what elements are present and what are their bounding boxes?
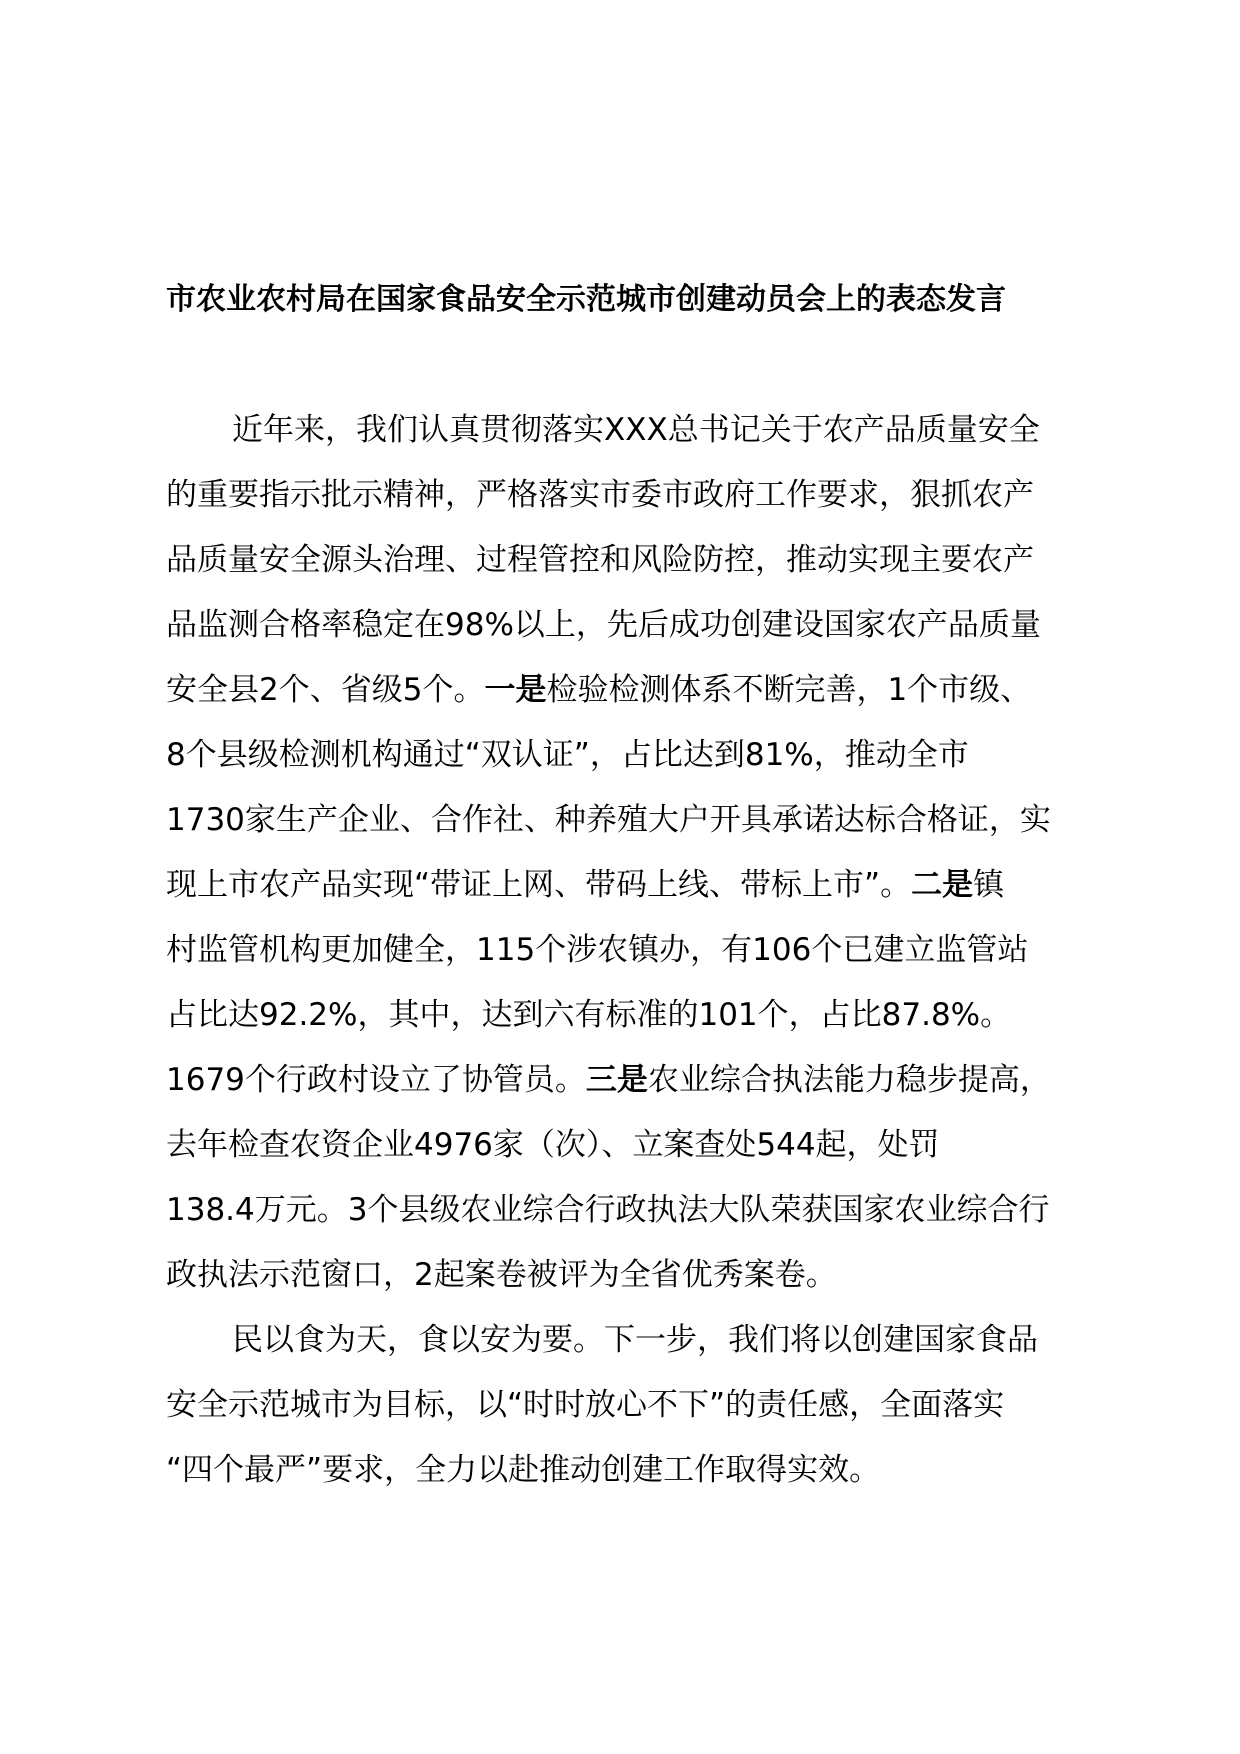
body-paragraph	[166, 398, 1106, 1308]
text-segment: 安全示范城市为目标，以“时时放心不下”的责任感，全面落实	[166, 1387, 1005, 1423]
text-line	[166, 1308, 1106, 1373]
text-segment: 的重要指示批示精神，严格落实市委市政府工作要求，狠抓农产	[166, 477, 1034, 513]
text-line	[166, 1113, 1106, 1178]
text-segment: 占比达92.2%，其中，达到六有标准的101个，占比87.8%。	[166, 997, 1012, 1033]
text-line	[166, 658, 1106, 723]
text-line	[166, 918, 1106, 983]
text-line	[166, 1048, 1106, 1113]
bold-keyword: 二是	[911, 867, 974, 903]
text-segment: 民以食为天，食以安为要。下一步，我们将以创建国家食品	[232, 1322, 1038, 1358]
text-segment: 品监测合格率稳定在98%以上，先后成功创建设国家农产品质量	[166, 607, 1041, 643]
text-line	[166, 853, 1106, 918]
document-body	[166, 398, 1106, 1503]
text-segment: 8个县级检测机构通过“双认证”，占比达到81%，推动全市	[166, 737, 969, 773]
text-segment: 政执法示范窗口，2起案卷被评为全省优秀案卷。	[166, 1257, 837, 1293]
bold-keyword: 三是	[585, 1062, 648, 1098]
text-line	[166, 1438, 1106, 1503]
text-line	[166, 398, 1106, 463]
text-line	[166, 593, 1106, 658]
text-line	[166, 983, 1106, 1048]
text-segment: 品质量安全源头治理、过程管控和风险防控，推动实现主要农产	[166, 542, 1034, 578]
text-line	[166, 463, 1106, 528]
text-line	[166, 1178, 1106, 1243]
text-line	[166, 788, 1106, 853]
text-segment: 村监管机构更加健全，115个涉农镇办，有106个已建立监管站	[166, 932, 1029, 968]
text-line	[166, 1373, 1106, 1438]
body-paragraph	[166, 1308, 1106, 1503]
text-segment: 农业综合执法能力稳步提高，	[647, 1062, 1051, 1098]
text-segment: 1730家生产企业、合作社、种养殖大户开具承诺达标合格证，实	[166, 802, 1051, 838]
text-segment: “四个最严”要求，全力以赴推动创建工作取得实效。	[166, 1452, 881, 1488]
text-segment: 检验检测体系不断完善，1个市级、	[546, 672, 1032, 708]
text-segment: 现上市农产品实现“带证上网、带码上线、带标上市”。	[166, 867, 912, 903]
text-segment: 镇	[973, 867, 1005, 903]
text-line	[166, 528, 1106, 593]
text-line	[166, 723, 1106, 788]
text-line	[166, 1243, 1106, 1308]
text-segment: 138.4万元。3个县级农业综合行政执法大队荣获国家农业综合行	[166, 1192, 1050, 1228]
bold-keyword: 一是	[484, 672, 547, 708]
text-segment: 去年检查农资企业4976家（次）、立案查处544起，处罚	[166, 1127, 940, 1163]
document-title: 市农业农村局在国家食品安全示范城市创建动员会上的表态发言	[166, 282, 1006, 317]
text-segment: 近年来，我们认真贯彻落实XXX总书记关于农产品质量安全	[232, 412, 1040, 448]
text-segment: 安全县2个、省级5个。	[166, 672, 485, 708]
text-segment: 1679个行政村设立了协管员。	[166, 1062, 586, 1098]
